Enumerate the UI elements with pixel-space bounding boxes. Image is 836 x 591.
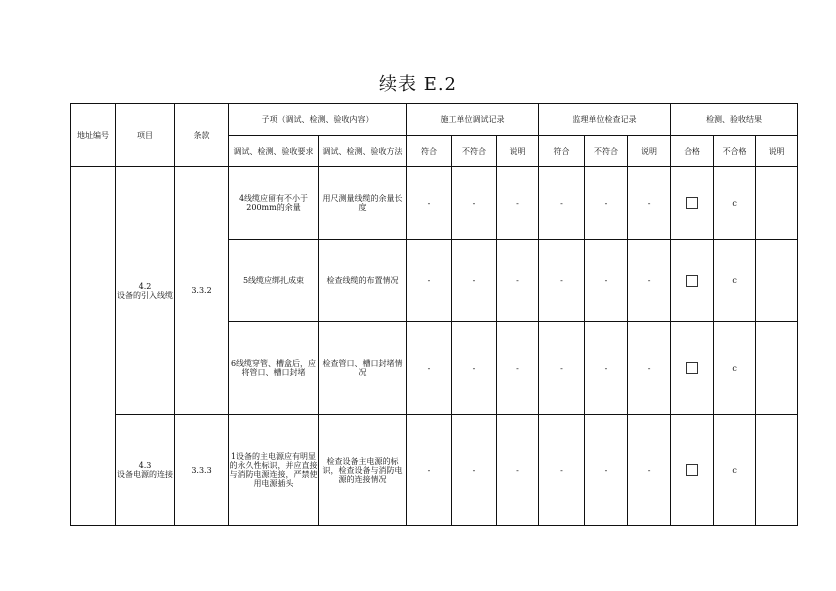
fail-cell: c <box>714 322 756 415</box>
fail-cell: c <box>714 415 756 526</box>
header-fail: 不合格 <box>714 136 756 167</box>
pass-checkbox[interactable] <box>686 464 698 476</box>
header-clause: 条款 <box>175 104 229 167</box>
header-result: 检测、验收结果 <box>671 104 798 136</box>
inspection-table <box>70 103 798 526</box>
s-note-cell: - <box>628 415 671 526</box>
table-row <box>71 167 798 240</box>
item-name: 设备电源的连接 <box>117 470 173 479</box>
requirement-cell: 4线缆应留有不小于200mm的余量 <box>229 167 319 240</box>
item-number: 4.2 <box>138 281 152 291</box>
address-no-cell <box>71 167 116 526</box>
header-s-conform: 符合 <box>539 136 585 167</box>
item-name: 设备的引入线缆 <box>117 290 173 300</box>
fail-cell: c <box>714 240 756 322</box>
c-conform-cell: - <box>407 240 452 322</box>
header-row-1 <box>71 104 798 136</box>
pass-cell <box>671 240 714 322</box>
c-note-cell: - <box>497 415 539 526</box>
header-c-note: 说明 <box>497 136 539 167</box>
header-c-conform: 符合 <box>407 136 452 167</box>
header-sub-item: 子项（调试、检测、验收内容） <box>229 104 407 136</box>
clause-cell: 3.3.3 <box>175 415 229 526</box>
s-note-cell: - <box>628 240 671 322</box>
header-requirement: 调试、检测、验收要求 <box>229 136 319 167</box>
pass-cell <box>671 167 714 240</box>
s-conform-cell: - <box>539 240 585 322</box>
c-note-cell: - <box>497 167 539 240</box>
header-method: 调试、检测、验收方法 <box>319 136 407 167</box>
header-supervision-record: 监理单位检查记录 <box>539 104 671 136</box>
item-cell <box>116 167 175 415</box>
result-note-cell <box>756 415 798 526</box>
c-conform-cell: - <box>407 415 452 526</box>
header-item: 项目 <box>116 104 175 167</box>
pass-checkbox[interactable] <box>686 197 698 209</box>
c-nonconform-cell: - <box>452 322 497 415</box>
requirement-cell: 6线缆穿管、槽盒后，应将管口、槽口封堵 <box>229 322 319 415</box>
fail-cell: c <box>714 167 756 240</box>
result-note-cell <box>756 322 798 415</box>
pass-checkbox[interactable] <box>686 362 698 374</box>
item-number: 4.3 <box>138 461 152 470</box>
pass-cell <box>671 322 714 415</box>
requirement-cell: 5线缆应绑扎成束 <box>229 240 319 322</box>
header-result-note: 说明 <box>756 136 798 167</box>
table-row <box>71 415 798 526</box>
s-conform-cell: - <box>539 167 585 240</box>
c-conform-cell: - <box>407 167 452 240</box>
header-construction-record: 施工单位调试记录 <box>407 104 539 136</box>
c-nonconform-cell: - <box>452 240 497 322</box>
method-cell: 检查管口、槽口封堵情况 <box>319 322 407 415</box>
header-address-no: 地址编号 <box>71 104 116 167</box>
c-note-cell: - <box>497 240 539 322</box>
method-cell: 用尺测量线缆的余量长度 <box>319 167 407 240</box>
header-pass: 合格 <box>671 136 714 167</box>
requirement-cell: 1设备的主电源应有明显的永久性标识，并应直接与消防电源连接，严禁使用电源插头 <box>229 415 319 526</box>
pass-checkbox[interactable] <box>686 275 698 287</box>
clause-cell: 3.3.2 <box>175 167 229 415</box>
item-cell <box>116 415 175 526</box>
method-cell: 检查设备主电源的标识，检查设备与消防电源的连接情况 <box>319 415 407 526</box>
s-note-cell: - <box>628 167 671 240</box>
page-title: 续表 E.2 <box>378 74 458 95</box>
result-note-cell <box>756 240 798 322</box>
header-c-nonconform: 不符合 <box>452 136 497 167</box>
s-nonconform-cell: - <box>585 167 628 240</box>
result-note-cell <box>756 167 798 240</box>
s-note-cell: - <box>628 322 671 415</box>
c-conform-cell: - <box>407 322 452 415</box>
s-nonconform-cell: - <box>585 322 628 415</box>
pass-cell <box>671 415 714 526</box>
c-note-cell: - <box>497 322 539 415</box>
s-nonconform-cell: - <box>585 240 628 322</box>
c-nonconform-cell: - <box>452 167 497 240</box>
method-cell: 检查线缆的布置情况 <box>319 240 407 322</box>
s-nonconform-cell: - <box>585 415 628 526</box>
s-conform-cell: - <box>539 415 585 526</box>
header-s-nonconform: 不符合 <box>585 136 628 167</box>
s-conform-cell: - <box>539 322 585 415</box>
c-nonconform-cell: - <box>452 415 497 526</box>
header-s-note: 说明 <box>628 136 671 167</box>
